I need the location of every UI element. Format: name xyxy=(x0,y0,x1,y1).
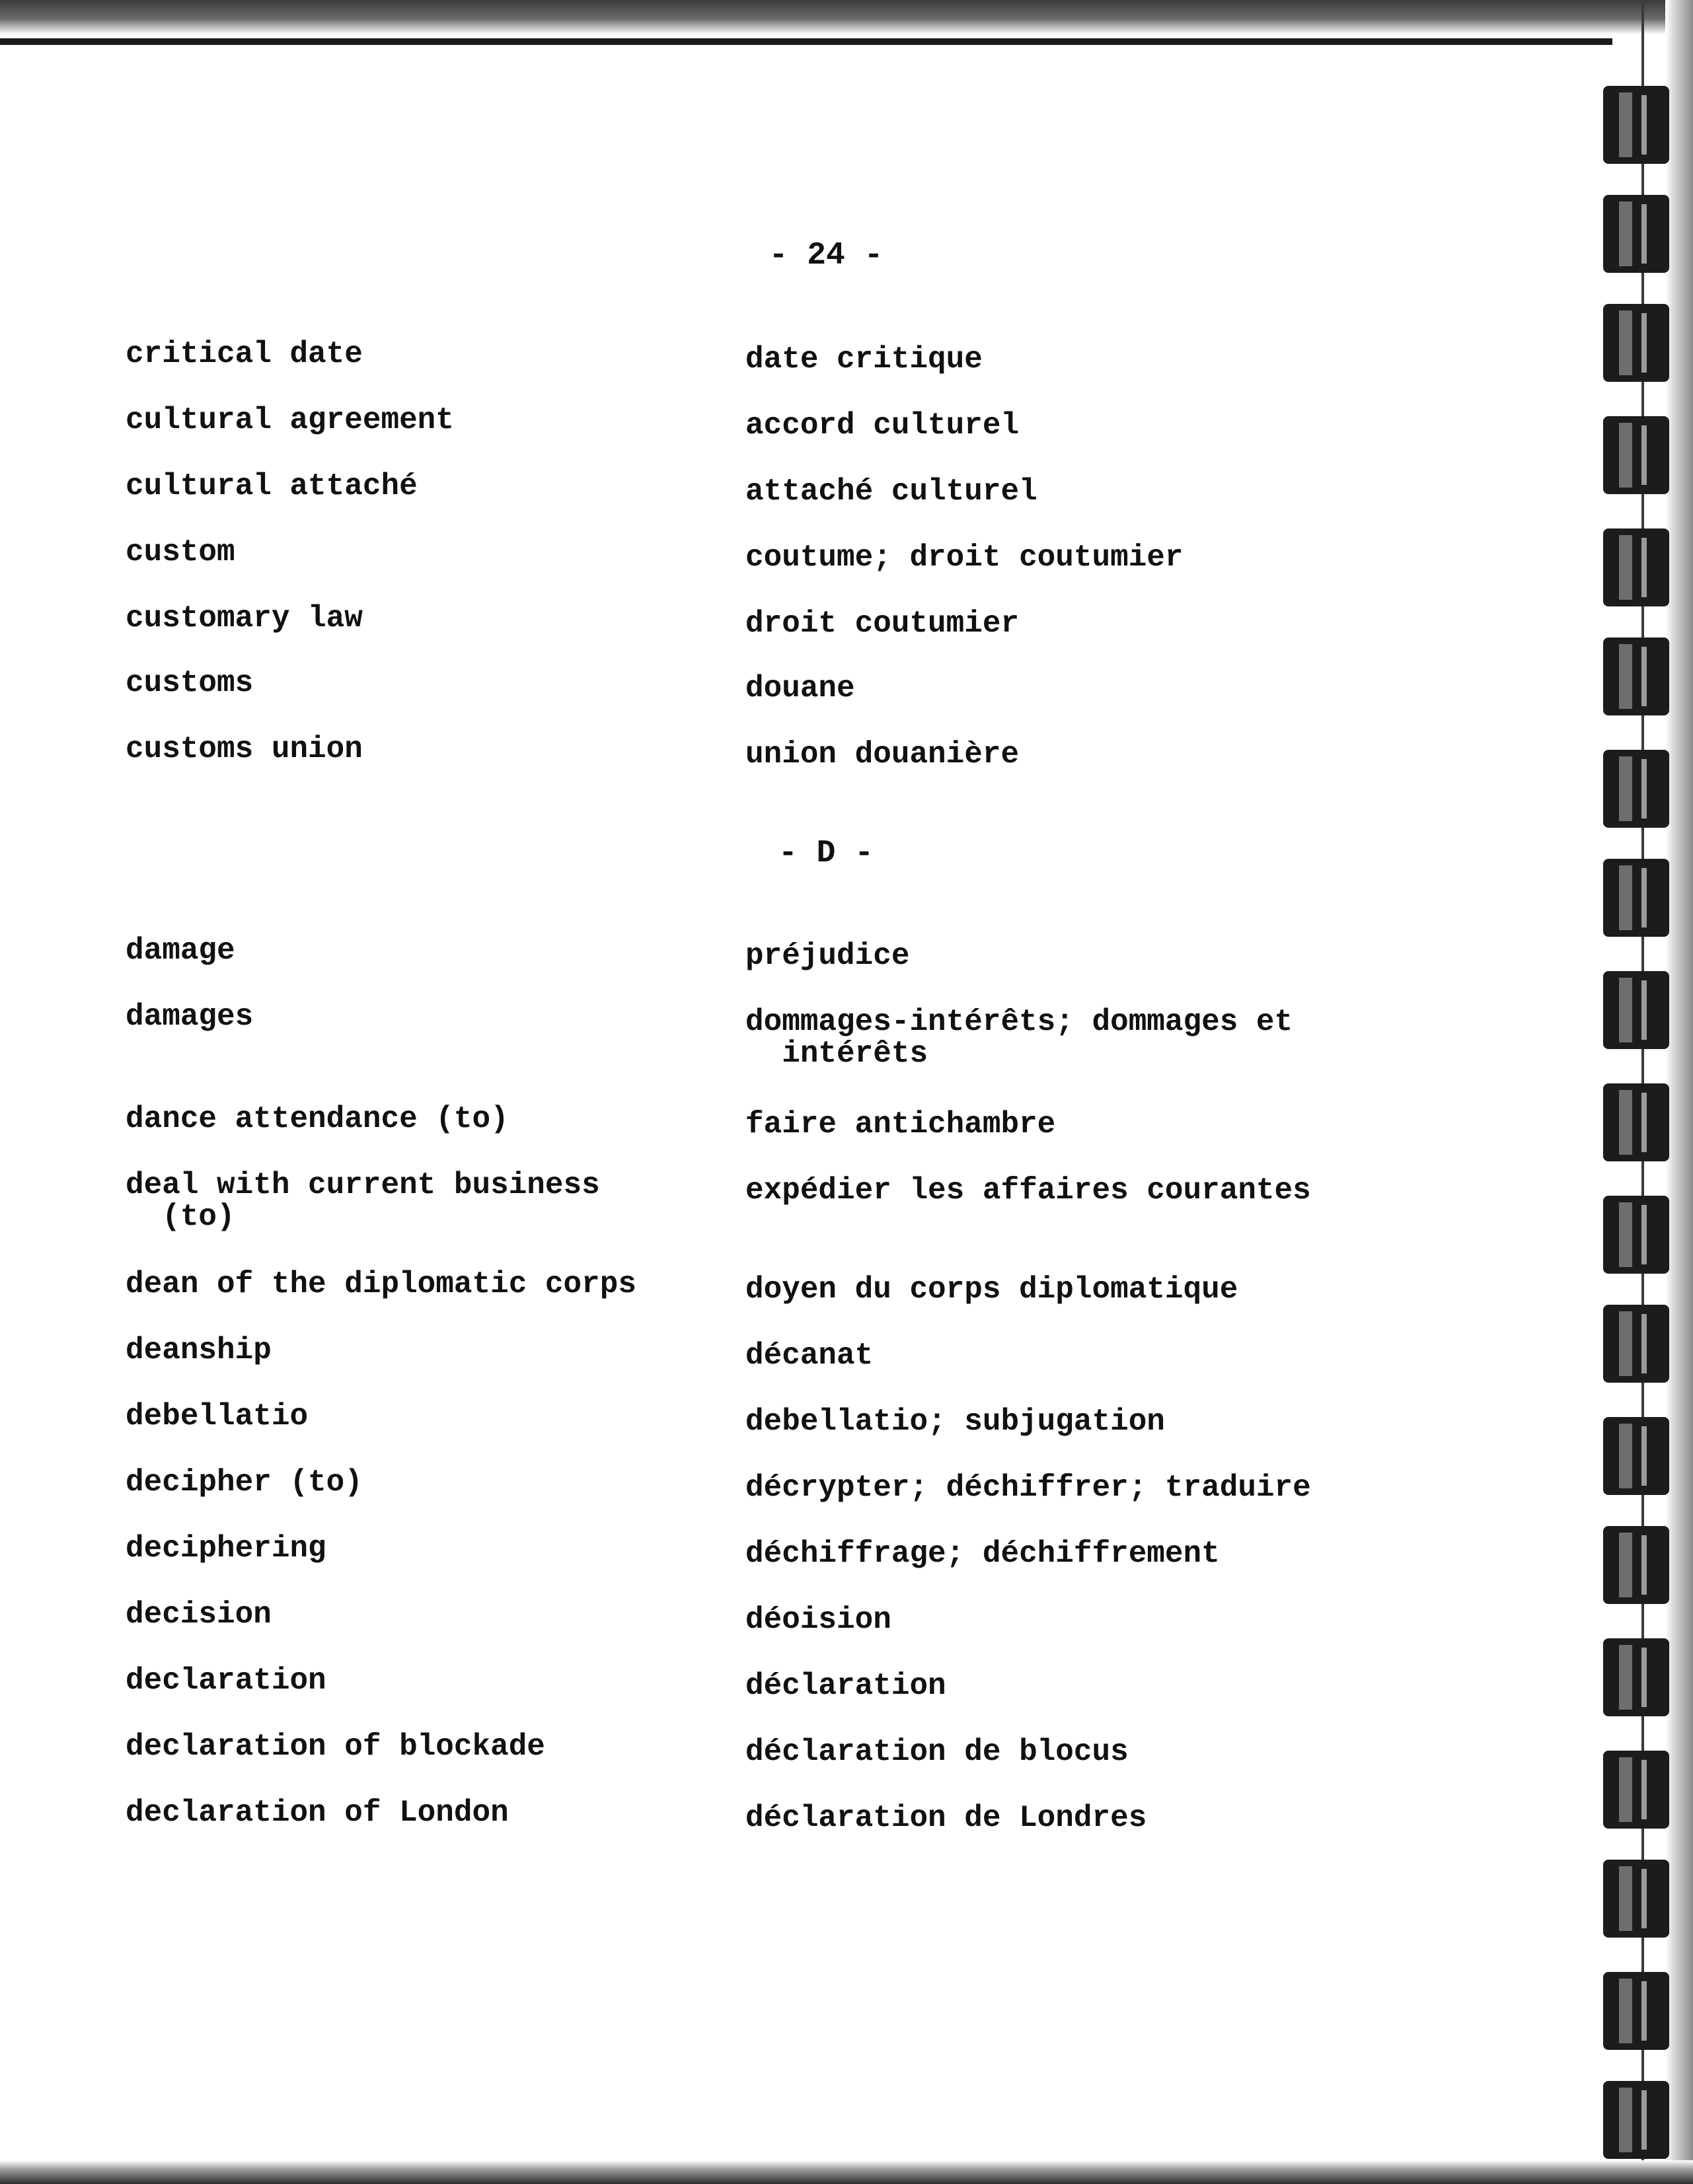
binding-ring xyxy=(1603,195,1669,273)
glossary-entry xyxy=(0,404,1454,470)
binding-ring xyxy=(1603,1751,1669,1829)
entry-translation: union douanière xyxy=(745,737,1020,772)
entry-term: declaration of blockade xyxy=(126,1729,545,1764)
binding-ring xyxy=(1603,1083,1669,1161)
glossary-entry xyxy=(0,667,1454,733)
entry-translation: déoision xyxy=(745,1603,891,1637)
scan-top-edge xyxy=(0,0,1693,34)
glossary-entry xyxy=(0,1103,1454,1169)
entry-term: critical date xyxy=(126,337,363,371)
entry-translation: douane xyxy=(745,671,855,706)
binding-ring xyxy=(1603,1196,1669,1274)
glossary-entry xyxy=(0,1797,1454,1863)
binding-ring xyxy=(1603,1305,1669,1383)
entry-translation: préjudice xyxy=(745,939,910,973)
binding-ring xyxy=(1603,416,1669,494)
entry-translation: faire antichambre xyxy=(745,1107,1056,1142)
binding-ring xyxy=(1603,971,1669,1049)
entry-term: customs union xyxy=(126,732,363,766)
binding-ring xyxy=(1603,304,1669,382)
glossary-entry xyxy=(0,1169,1454,1235)
entry-term: cultural agreement xyxy=(126,403,454,437)
scan-bottom-edge xyxy=(0,2160,1693,2184)
entry-term: deciphering xyxy=(126,1531,326,1566)
entry-term: decision xyxy=(126,1597,272,1632)
glossary-entry xyxy=(0,733,1454,799)
entry-translation: coutume; droit coutumier xyxy=(745,540,1184,575)
entry-translation: date critique xyxy=(745,342,983,377)
glossary-entry xyxy=(0,1268,1454,1334)
entry-translation: déclaration xyxy=(745,1669,946,1703)
entry-translation: expédier les affaires courantes xyxy=(745,1173,1311,1208)
entry-term: customary law xyxy=(126,601,363,636)
binding-ring xyxy=(1603,528,1669,606)
spiral-binding xyxy=(1586,0,1693,2184)
page-top-rule xyxy=(0,38,1612,45)
binding-ring xyxy=(1603,1860,1669,1938)
glossary-entry xyxy=(0,1467,1454,1533)
glossary-entry xyxy=(0,536,1454,602)
glossary-entry xyxy=(0,1731,1454,1797)
glossary-entry xyxy=(0,602,1454,669)
entry-term: dance attendance (to) xyxy=(126,1102,509,1136)
entry-translation: déclaration de blocus xyxy=(745,1735,1129,1769)
entry-term: custom xyxy=(126,535,235,569)
glossary-entry xyxy=(0,1665,1454,1731)
entry-term: decipher (to) xyxy=(126,1465,363,1500)
entry-term: cultural attaché xyxy=(126,469,418,503)
entry-term: debellatio xyxy=(126,1399,309,1434)
entry-translation: décanat xyxy=(745,1338,874,1373)
glossary-entry xyxy=(0,1533,1454,1599)
entry-translation: déclaration de Londres xyxy=(745,1801,1147,1835)
binding-ring xyxy=(1603,1972,1669,2050)
entry-term: customs xyxy=(126,666,254,700)
glossary-entry xyxy=(0,1334,1454,1401)
glossary-entry xyxy=(0,935,1454,1001)
glossary-entry xyxy=(0,338,1454,404)
entry-translation: doyen du corps diplomatique xyxy=(745,1272,1238,1307)
glossary-entry xyxy=(0,1599,1454,1665)
glossary-entry xyxy=(0,470,1454,536)
binding-ring xyxy=(1603,1417,1669,1495)
entry-term: dean of the diplomatic corps xyxy=(126,1267,636,1301)
entry-term: declaration of London xyxy=(126,1796,509,1830)
entry-term: declaration xyxy=(126,1663,326,1698)
entry-translation: droit coutumier xyxy=(745,606,1020,641)
entry-term: deal with current business (to) xyxy=(126,1168,600,1234)
entry-translation: debellatio; subjugation xyxy=(745,1404,1165,1439)
glossary-entry xyxy=(0,1401,1454,1467)
binding-ring xyxy=(1603,1526,1669,1604)
binding-ring xyxy=(1603,637,1669,715)
page-number: - 24 - xyxy=(769,238,884,273)
entry-translation: déchiffrage; déchiffrement xyxy=(745,1537,1220,1571)
binding-ring xyxy=(1603,859,1669,937)
binding-ring xyxy=(1603,2081,1669,2159)
entry-translation: dommages-intérêts; dommages et intérêts xyxy=(745,1005,1293,1071)
entry-term: damages xyxy=(126,1000,254,1034)
entry-translation: accord culturel xyxy=(745,408,1020,443)
binding-ring xyxy=(1603,750,1669,828)
glossary-entry xyxy=(0,1000,1454,1071)
binding-ring xyxy=(1603,1638,1669,1716)
binding-rail xyxy=(1665,0,1693,2184)
binding-ring xyxy=(1603,86,1669,164)
entry-translation: décrypter; déchiffrer; traduire xyxy=(745,1471,1311,1505)
entry-term: damage xyxy=(126,933,235,968)
entry-translation: attaché culturel xyxy=(745,474,1037,509)
section-heading: - D - xyxy=(778,836,874,871)
entry-term: deanship xyxy=(126,1333,272,1367)
